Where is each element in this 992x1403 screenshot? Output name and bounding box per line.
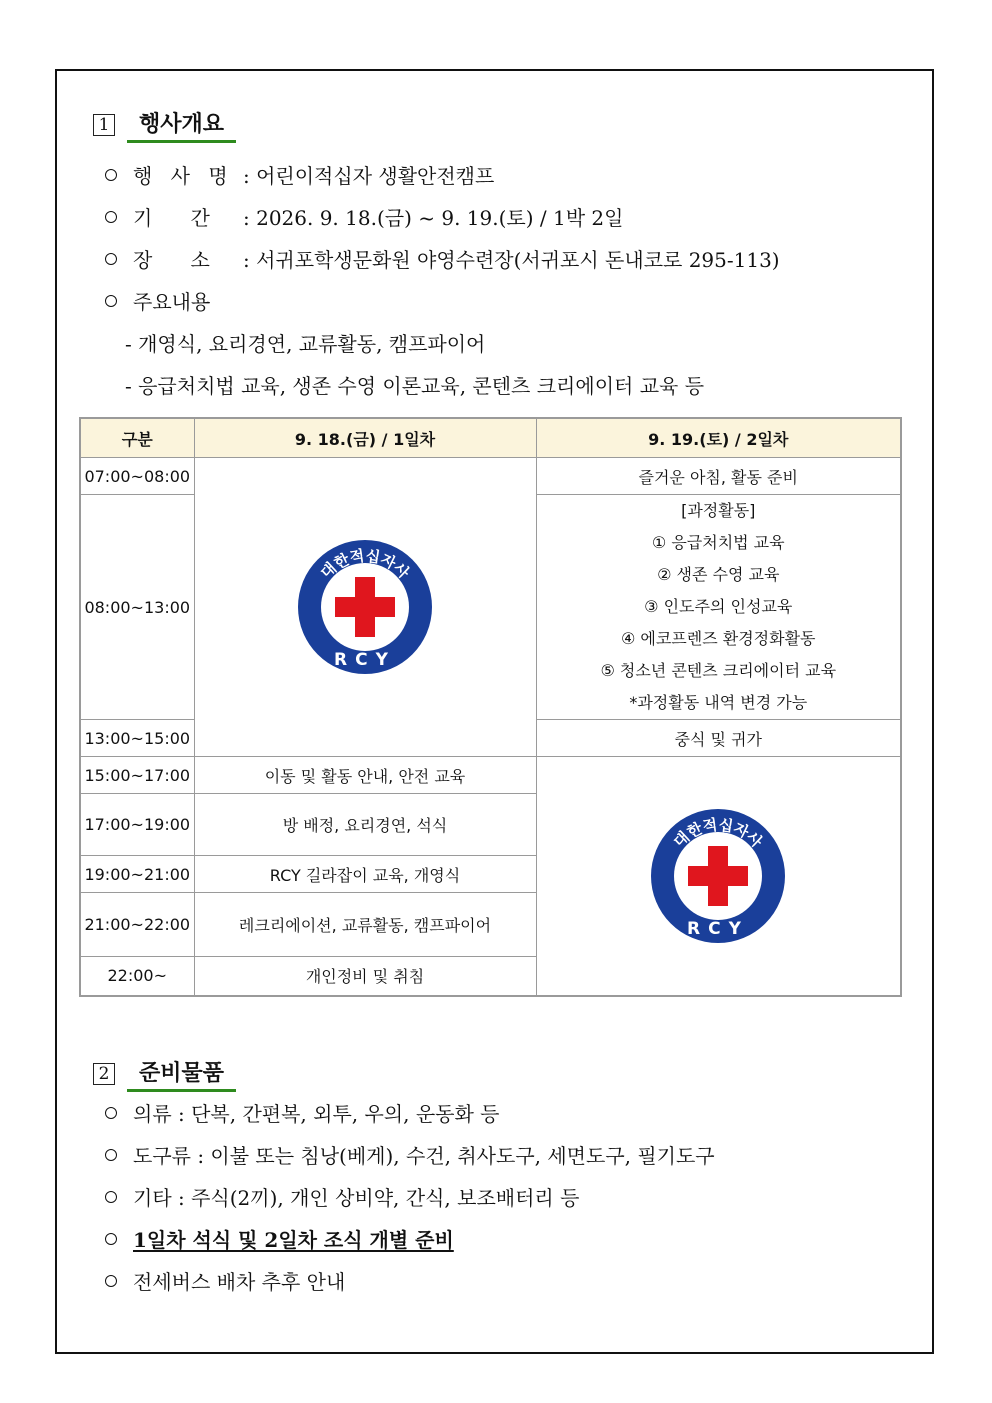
time-cell: 07:00~08:00 (80, 458, 194, 495)
time-cell: 13:00~15:00 (80, 720, 194, 757)
content-subitem: - 응급처치법 교육, 생존 수영 이론교육, 콘텐츠 크리에이터 교육 등 (125, 374, 705, 398)
header-day2: 9. 19.(토) / 2일차 (536, 418, 901, 458)
logo-bottom-text: RCY (334, 650, 396, 670)
day1-cell: 개인정비 및 취침 (194, 957, 536, 996)
day2-activities-cell (536, 495, 901, 720)
header-day1: 9. 18.(금) / 1일차 (194, 418, 536, 458)
day2-logo-cell (536, 757, 901, 996)
activity-line: ① 응급처치법 교육 (651, 533, 785, 552)
day2-cell: 중식 및 귀가 (536, 720, 901, 757)
circle-bullet-icon (105, 253, 117, 265)
time-cell: 15:00~17:00 (80, 757, 194, 794)
activity-line: ⑤ 청소년 콘텐츠 크리에이터 교육 (600, 661, 837, 680)
section-title: 행사개요 (127, 107, 236, 143)
supply-item (105, 1098, 499, 1127)
content-subitem: - 개영식, 요리경연, 교류활동, 캠프파이어 (125, 332, 486, 356)
circle-bullet-icon (105, 1107, 117, 1119)
table-row (80, 757, 901, 794)
table-header-row (80, 418, 901, 458)
supply-text: 기타 : 주식(2끼), 개인 상비약, 간식, 보조배터리 등 (133, 1186, 580, 1210)
section-2-header (93, 1056, 236, 1092)
supply-text: 도구류 : 이불 또는 침낭(베게), 수건, 취사도구, 세면도구, 필기도구 (133, 1144, 715, 1168)
overview-item-period (105, 202, 623, 231)
item-label: 행 사 명 (133, 164, 234, 188)
rcy-logo-icon (648, 806, 788, 946)
section-number: 1 (93, 114, 115, 136)
item-value: : 2026. 9. 18.(금) ~ 9. 19.(토) / 1박 2일 (243, 206, 624, 230)
time-cell: 22:00~ (80, 957, 194, 996)
item-label: 기 간 (133, 206, 210, 230)
activity-line: [과정활동] (681, 501, 756, 520)
section-number: 2 (93, 1063, 115, 1085)
activity-line: ② 생존 수영 교육 (657, 565, 780, 584)
time-cell: 21:00~22:00 (80, 893, 194, 957)
day1-cell: 레크리에이션, 교류활동, 캠프파이어 (194, 893, 536, 957)
logo-arc-text: 대한적십자사 (317, 546, 413, 582)
time-cell: 19:00~21:00 (80, 856, 194, 893)
item-value: : 서귀포학생문화원 야영수련장(서귀포시 돈내코로 295-113) (243, 248, 780, 272)
header-category: 구분 (80, 418, 194, 458)
section-1-header (93, 107, 236, 143)
supply-text-emphasis: 1일차 석식 및 2일차 조식 개별 준비 (133, 1228, 454, 1252)
circle-bullet-icon (105, 1191, 117, 1203)
activity-line: ③ 인도주의 인성교육 (644, 597, 793, 616)
logo-bottom-text: RCY (687, 918, 750, 939)
item-label: 주요내용 (133, 290, 211, 314)
rcy-logo-icon (295, 537, 435, 677)
activity-line: ④ 에코프렌즈 환경정화활동 (620, 629, 816, 648)
overview-item-name (105, 160, 494, 189)
circle-bullet-icon (105, 1233, 117, 1245)
overview-item-content (105, 286, 210, 315)
schedule-table (79, 417, 902, 997)
activity-line: *과정활동 내역 변경 가능 (629, 693, 808, 712)
day1-cell: 이동 및 활동 안내, 안전 교육 (194, 757, 536, 794)
supply-item (105, 1224, 454, 1253)
time-cell: 17:00~19:00 (80, 794, 194, 856)
item-value: : 어린이적십자 생활안전캠프 (243, 164, 495, 188)
circle-bullet-icon (105, 211, 117, 223)
supply-item (105, 1266, 345, 1295)
circle-bullet-icon (105, 295, 117, 307)
overview-item-place (105, 244, 780, 273)
day1-logo-cell (194, 458, 536, 757)
day1-cell: 방 배정, 요리경연, 석식 (194, 794, 536, 856)
table-row (80, 458, 901, 495)
item-label: 장 소 (133, 248, 210, 272)
logo-arc-text: 대한적십자사 (670, 815, 767, 851)
section-title: 준비물품 (127, 1056, 236, 1092)
circle-bullet-icon (105, 1149, 117, 1161)
circle-bullet-icon (105, 1275, 117, 1287)
circle-bullet-icon (105, 169, 117, 181)
supply-item (105, 1140, 715, 1169)
supply-text: 전세버스 배차 추후 안내 (133, 1270, 346, 1294)
time-cell: 08:00~13:00 (80, 495, 194, 720)
supply-item (105, 1182, 579, 1211)
supply-text: 의류 : 단복, 간편복, 외투, 우의, 운동화 등 (133, 1102, 500, 1126)
day1-cell: RCY 길라잡이 교육, 개영식 (194, 856, 536, 893)
day2-cell: 즐거운 아침, 활동 준비 (536, 458, 901, 495)
